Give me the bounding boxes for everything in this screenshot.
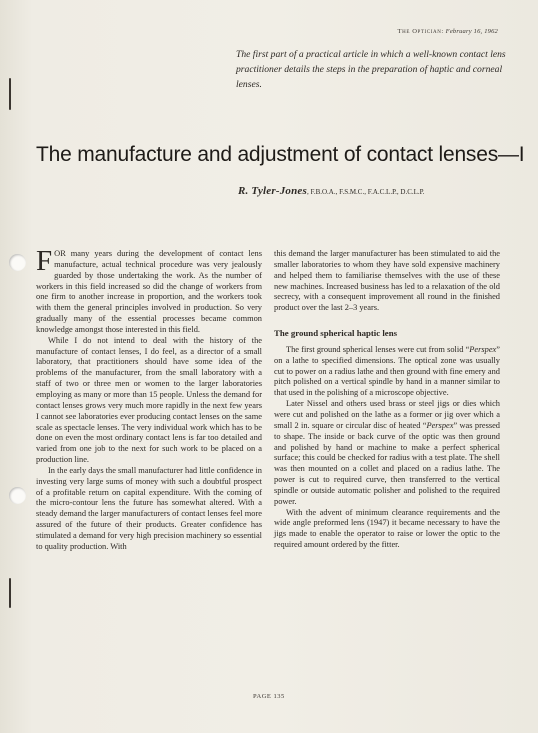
running-head — [398, 28, 498, 35]
punch-hole-bottom — [9, 487, 26, 504]
paragraph: In the early days the small manufacturer had little confidence in investing very large sums of money with such a doubtful prospect of a profitable return on capital expenditure. With the coming of the micro-contour lens the future has somewhat altered. With a steady demand the larger manufacturers of contact lenses feel more assured of the future of their products. Greater confidence has stimulated a demand for very high precision machinery so essential to quality production. With — [36, 465, 262, 551]
right-column — [274, 249, 500, 551]
article-title: The manufacture and adjustment of contact lenses—I — [36, 143, 525, 166]
perspex-term: Perspex — [469, 344, 497, 354]
left-column — [36, 245, 262, 553]
perspex-term: Perspex — [426, 420, 454, 430]
paragraph: Later Nissel and others used brass or steel jigs or dies which were cut and polished on the lathe as a former or jig over which a small 2 in. square or circular disc of heated “Perspex” was pressed to shape. The inside or back curve of the optic was then ground and polished by hand or machine to make a perfect spherical surface; this could be checked for radius with a test plate. The shell was then mounted on a collet and placed on a radius lathe. The power is cut to required curve, then transferred to the vertical spindle or outside automatic polisher and polished to the required power. — [274, 399, 500, 506]
page-number: PAGE 135 — [253, 693, 285, 700]
paragraph: this demand the larger manufacturer has been stimulated to aid the smaller laboratories to whom they have sold expensive machinery and helped them to familiarise themselves with the use of these new machines. Increased business has led to a relaxation of the old secrecy, with a consequent improvement all round in the finished product over the last 2–3 years. — [274, 249, 500, 313]
issue-date: February 16, 1962 — [445, 28, 498, 35]
binding-mark-top — [9, 78, 11, 110]
binding-mark-bottom — [9, 578, 11, 608]
paragraph: The first ground spherical lenses were cut from solid “Perspex” on a lathe to specified dimensions. The optical zone was usually cut to power on a radius lathe and then ground with fine emery and pitch polished on a vertical spindle by hand in a manner similar to that used in the polishing of a microscope objective. — [274, 344, 500, 398]
author-name: R. Tyler-Jones — [238, 185, 307, 197]
paragraph: FOR many years during the development of contact lens manufacture, actual technical procedure was very jealously guarded by those undertaking the work. As the number of workers in this field increased so did the change of workers from one firm to another increase in proportion, and the workers took with them the general principles involved in production. So very gradually many of the essential processes became common knowledge amongst those interested in this field. — [36, 245, 262, 334]
author-credentials: , F.B.O.A., F.S.M.C., F.A.C.L.P., D.C.L.P. — [307, 188, 425, 196]
section-heading: The ground spherical haptic lens — [274, 328, 398, 339]
article-standfirst: The first part of a practical article in which a well-known contact lens practitioner details the steps in the preparation of haptic and corneal lenses. — [236, 49, 506, 90]
paragraph: With the advent of minimum clearance requirements and the wide angle preformed lens (1947) it became necessary to have the jigs made to enable the operator to raise or lower the optic to the required amount ordered by the fitter. — [274, 507, 500, 550]
byline — [238, 185, 528, 197]
punch-hole-top — [9, 254, 26, 271]
drop-cap: F — [36, 245, 53, 277]
paragraph: While I do not intend to deal with the history of the manufacture of contact lenses, I do feel, as a director of a small laboratory, that practitioners should have some idea of the problems of the manufacturer, from the small laboratory with a staff of two or three men or women to the larger laboratories employing as many or more than 15 people. Unless the demand for contact lenses grows very much more rapidly in the next few years I cannot see laboratories ever producing contact lenses on the same scale as spectacle lenses. The very individual work which has to be done on even the most ordinary contact lens is far too detailed and varied from one job to the next for such work to be placed on a production line. — [36, 335, 262, 465]
journal-name: The Optician: — [397, 28, 444, 35]
